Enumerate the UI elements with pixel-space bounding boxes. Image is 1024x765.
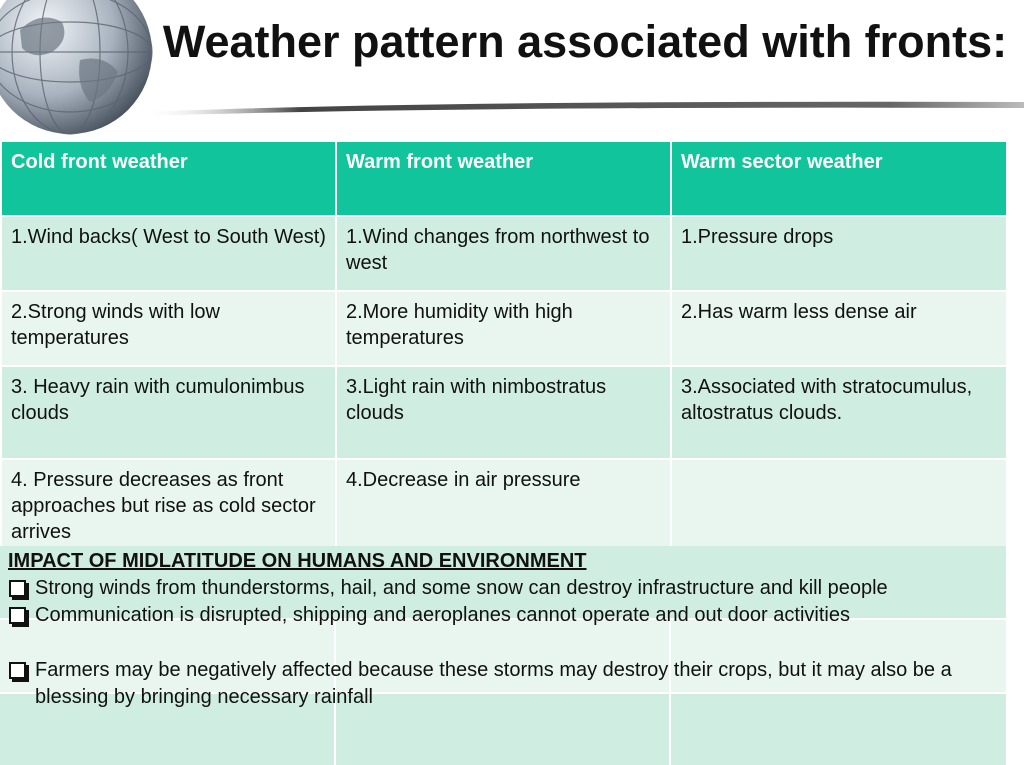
list-item [8, 657, 1008, 711]
table-row [1, 216, 1007, 291]
impact-bullet-list [8, 575, 1008, 711]
table-cell: 1.Pressure drops [671, 216, 1007, 291]
table-cell: 4. Pressure decreases as front approaches but rise as cold sector arrives [1, 459, 336, 554]
table-cell: 4.Decrease in air pressure [336, 459, 671, 554]
globe-graphic [0, 0, 160, 140]
table-cell: 1.Wind changes from northwest to west [336, 216, 671, 291]
fronts-table [0, 140, 1008, 555]
list-item [8, 575, 1008, 602]
table-cell: 2.Has warm less dense air [671, 291, 1007, 366]
table-cell: 3.Associated with stratocumulus, altostratus clouds. [671, 366, 1007, 459]
page-title: Weather pattern associated with fronts: [162, 16, 1008, 67]
list-item [8, 602, 1008, 629]
bullet-text: Communication is disrupted, shipping and aeroplanes cannot operate and out door activities [35, 604, 850, 626]
swoosh-line [140, 88, 1024, 124]
impact-heading: IMPACT OF MIDLATITUDE ON HUMANS AND ENVIRONMENT [8, 550, 587, 572]
column-header: Warm front weather [336, 141, 671, 216]
column-header: Cold front weather [1, 141, 336, 216]
table-cell: 1.Wind backs( West to South West) [1, 216, 336, 291]
table-row [1, 366, 1007, 459]
table-row [1, 291, 1007, 366]
bullet-text: Farmers may be negatively affected because these storms may destroy their crops, but it may also be a blessing by bringing necessary rainfall [35, 659, 952, 708]
table-cell: 3.Light rain with nimbostratus clouds [336, 366, 671, 459]
table-cell: 3. Heavy rain with cumulonimbus clouds [1, 366, 336, 459]
checkbox-bullet-icon [9, 607, 26, 624]
table-cell: 2.Strong winds with low temperatures [1, 291, 336, 366]
table-cell: 2.More humidity with high temperatures [336, 291, 671, 366]
table-cell [671, 459, 1007, 554]
table-header-row [1, 141, 1007, 216]
table-row [1, 459, 1007, 554]
checkbox-bullet-icon [9, 662, 26, 679]
column-header: Warm sector weather [671, 141, 1007, 216]
bullet-text: Strong winds from thunderstorms, hail, and some snow can destroy infrastructure and kill people [35, 577, 888, 599]
checkbox-bullet-icon [9, 580, 26, 597]
impact-section [8, 548, 1008, 711]
